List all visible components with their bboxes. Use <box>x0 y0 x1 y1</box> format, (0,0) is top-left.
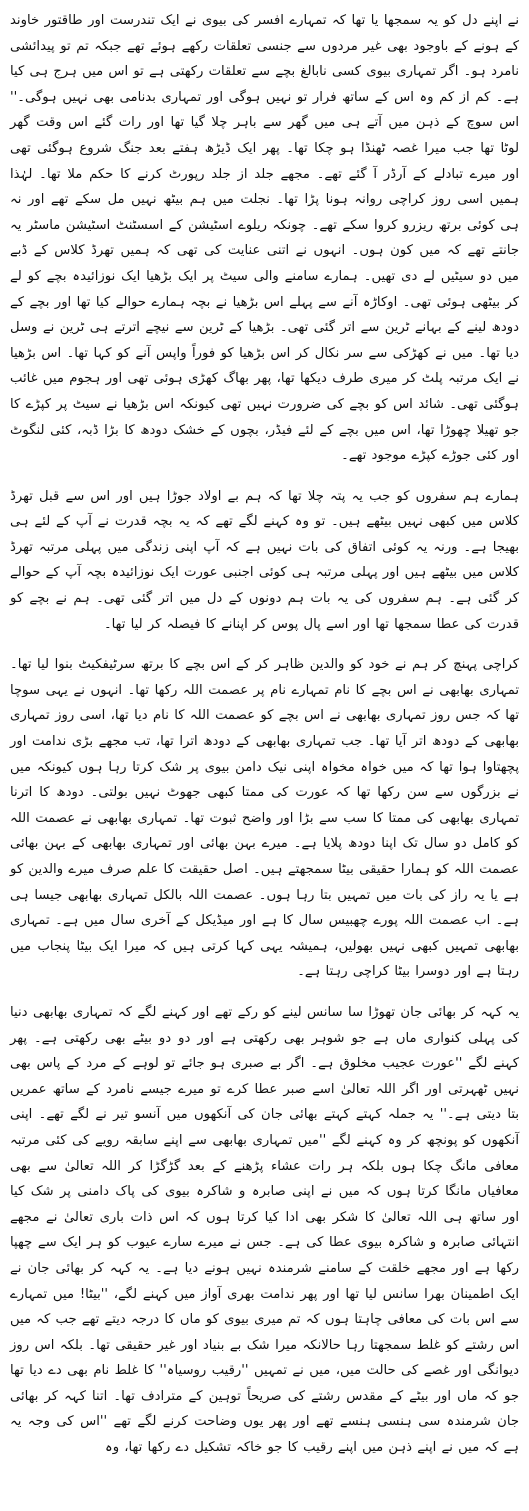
paragraph-1: نے اپنے دل کو یہ سمجھا یا تھا کہ تمہارے افسر کی بیوی نے ایک تندرست اور طاقتور خاوند کے ہونے کے باوجود بھی غیر مردوں سے جنسی تعلقات رکھے ہوئے تھے جبکہ تم تو پیدائشی نامرد ہو۔ اگر تمہاری بیوی کسی نابالغ بچے سے تعلقات رکھتی ہے تو اس میں ہرج ہی کیا ہے۔ کم از کم وہ اس کے ساتھ فرار تو نہیں ہوگی اور تمہاری بدنامی بھی نہیں ہوگی۔'' اس سوچ کے ذہن میں آتے ہی میں گھر سے باہر چلا گیا تھا اور رات گئے اس وقت گھر لوٹا تھا جب میرا غصہ ٹھنڈا ہو چکا تھا۔ پھر ایک ڈیڑھ ہفتے بعد جنگ شروع ہوگئی تھی اور میرے تبادلے کے آرڈر آ گئے تھے۔ مجھے جلد از جلد رپورٹ کرنے کا حکم ملا تھا۔ لہٰذا ہمیں اسی روز کراچی روانہ ہونا پڑا تھا۔ نجلت میں ہم بیٹھ نہیں مل سکے تھے اور نہ ہی کوئی برتھ ریزرو کروا سکے تھے۔ چونکہ ریلوے اسٹیشن کے اسسٹنٹ اسٹیشن ماسٹر یہ جانتے تھے کہ میں کون ہوں۔ انہوں نے اتنی عنایت کی تھی کہ ہمیں تھرڈ کلاس کے ڈبے میں دو سیٹیں لے دی تھیں۔ ہمارے سامنے والی سیٹ پر ایک بڑھیا ایک نوزائیدہ بچے کو لے کر بیٹھی ہوئی تھی۔ اوکاڑہ آنے سے پہلے اس بڑھیا نے بچہ ہمارے حوالے کیا تھا اور بچے کے دودھ لینے کے بہانے ٹرین سے اتر گئی تھی۔ بڑھیا کے ٹرین سے نیچے اترتے ہی ٹرین نے وسل دیا تھا۔ میں نے کھڑکی سے سر نکال کر اس بڑھیا کو فوراً واپس آنے کو کہا تھا۔ اس بڑھیا نے ایک مرتبہ پلٹ کر میری طرف دیکھا تھا، پھر بھاگ کھڑی ہوئی تھی اور ہجوم میں غائب ہوگئی تھی۔ شائد اس کو بچے کی ضرورت نہیں تھی کیونکہ اس بڑھیا نے سیٹ پر کپڑے کا جو تھیلا چھوڑا تھا، اس میں بچے کے لئے فیڈر، بچوں کے خشک دودھ کا بڑا ڈبہ، کئی لنگوٹ اور کئی جوڑے کپڑے موجود تھے۔ <box>10 13 519 464</box>
paragraph-3: کراچی پہنچ کر ہم نے خود کو والدین ظاہر کر کے اس بچے کا برتھ سرٹیفکیٹ بنوا لیا تھا۔ تمہاری بھابھی نے اس بچے کا نام تمہارے نام پر عصمت اللہ رکھا تھا۔ انہوں نے یہی سوچا تھا کہ جس روز تمہاری بھابھی نے اس بچے کو عصمت اللہ کا نام دیا تھا، اسی روز تمہاری بھابھی کے دودھ اتر آیا تھا۔ جب تمہاری بھابھی کے دودھ اترا تھا، تب مجھے بڑی ندامت اور پچھتاوا ہوا تھا کہ میں خواہ مخواہ اپنی نیک دامن بیوی پر شک کرتا رہا ہوں کیونکہ میں نے بزرگوں سے سن رکھا تھا کہ عورت کی ممتا کبھی جھوٹ نہیں بولتی۔ دودھ کا اترنا تمہاری بھابھی کی ممتا کا سب سے بڑا اور واضح ثبوت تھا۔ تمہاری بھابھی نے عصمت اللہ کو کامل دو سال تک اپنا دودھ پلایا ہے۔ میرے بہن بھائی اور تمہاری بھابھی کے بہن بھائی عصمت اللہ کو ہمارا حقیقی بیٹا سمجھتے ہیں۔ اصل حقیقت کا علم صرف میرے والدین کو ہے یا یہ راز کی بات میں تمہیں بتا رہا ہوں۔ عصمت اللہ بالکل تمہاری بھابھی جیسا ہی ہے۔ اب عصمت اللہ پورے چھبیس سال کا ہے اور میڈیکل کے آخری سال میں ہے۔ تمہاری بھابھی تمہیں کبھی نہیں بھولیں، ہمیشہ یہی کہا کرتی ہیں کہ میرا ایک بیٹا پنجاب میں رہتا ہے اور دوسرا بیٹا کراچی رہتا ہے۔ <box>10 657 519 980</box>
paragraph-4: یہ کہہ کر بھائی جان تھوڑا سا سانس لینے کو رکے تھے اور کہنے لگے کہ تمہاری بھابھی دنیا کی پہلی کنواری ماں ہے جو شوہر بھی رکھتی ہے اور دو دو بیٹے بھی رکھتی ہے۔ پھر کہنے لگے ''عورت عجیب مخلوق ہے۔ اگر بے صبری ہو جائے تو لوہے کے مرد کے پاس بھی نہیں ٹھہرتی اور اگر اللہ تعالیٰ اسے صبر عطا کرے تو میرے جیسے نامرد کے ساتھ عمریں بتا دیتی ہے۔'' یہ جملہ کہتے کہتے بھائی جان کی آنکھوں میں آنسو تیر نے لگے تھے۔ اپنی آنکھوں کو پونچھ کر وہ کہنے لگے ''میں تمہاری بھابھی سے اپنے سابقہ رویے کی کئی مرتبہ معافی مانگ چکا ہوں بلکہ ہر رات عشاء پڑھنے کے بعد گڑگڑا کر اللہ تعالیٰ سے بھی معافیاں مانگا کرتا ہوں کہ میں نے اپنی صابرہ و شاکرہ بیوی کی پاک دامنی پر شک کیا اور ساتھ ہی اللہ تعالیٰ کا شکر بھی ادا کیا کرتا ہوں کہ اس ذات باری تعالیٰ نے مجھے انتہائی صابرہ و شاکرہ بیوی عطا کی ہے۔ جس نے میرے سارے عیوب کو ہر ایک سے چھپا رکھا ہے اور مجھے خلقت کے سامنے شرمندہ نہیں ہونے دیا ہے۔ یہ کہہ کر بھائی جان نے ایک اطمینان بھرا سانس لیا تھا اور پھر ندامت بھری آواز میں کہنے لگے، ''بیٹا! میں تمہارے سے اس بات کی معافی چاہتا ہوں کہ تم میری بیوی کو ماں کا درجہ دیتے تھے جب کہ میں اس رشتے کو غلط سمجھتا رہا حالانکہ میرا شک بے بنیاد اور غیر حقیقی تھا۔ بلکہ اس روز دیوانگی اور غصے کی حالت میں، میں نے تمہیں ''رقیب روسیاہ'' کا غلط نام بھی دے دیا تھا جو کہ ماں اور بیٹے کے مقدس رشتے کی صریحاً توہین کے مترادف تھا۔ اتنا کہہ کر بھائی جان شرمندہ سی ہنسی ہنسے تھے اور پھر یوں وضاحت کرنے لگے تھے ''اس کی وجہ یہ ہے کہ میں نے اپنے ذہن میں اپنے رقیب کا جو خاکہ تشکیل دے رکھا تھا، وہ <box>10 1004 519 1456</box>
paragraph-2: ہمارے ہم سفروں کو جب یہ پتہ چلا تھا کہ ہم بے اولاد جوڑا ہیں اور اس سے قبل تھرڈ کلاس میں کبھی نہیں بیٹھے ہیں۔ تو وہ کہنے لگے تھے کہ یہ بچہ قدرت نے آپ کے لئے ہی بھیجا ہے۔ ورنہ یہ کوئی اتفاق کی بات نہیں ہے کہ آپ اپنی زندگی میں پہلی مرتبہ تھرڈ کلاس میں بیٹھے ہیں اور پہلی مرتبہ ہی کوئی اجنبی عورت ایک نوزائیدہ بچہ آپ کے حوالے کر گئی ہے۔ ہم سفروں کی یہ بات ہم دونوں کے دل میں اتر گئی تھی۔ ہم نے بچے کو قدرت کی عطا سمجھا تھا اور اسے پال پوس کر اپنانے کا فیصلہ کر لیا تھا۔ <box>10 488 519 632</box>
